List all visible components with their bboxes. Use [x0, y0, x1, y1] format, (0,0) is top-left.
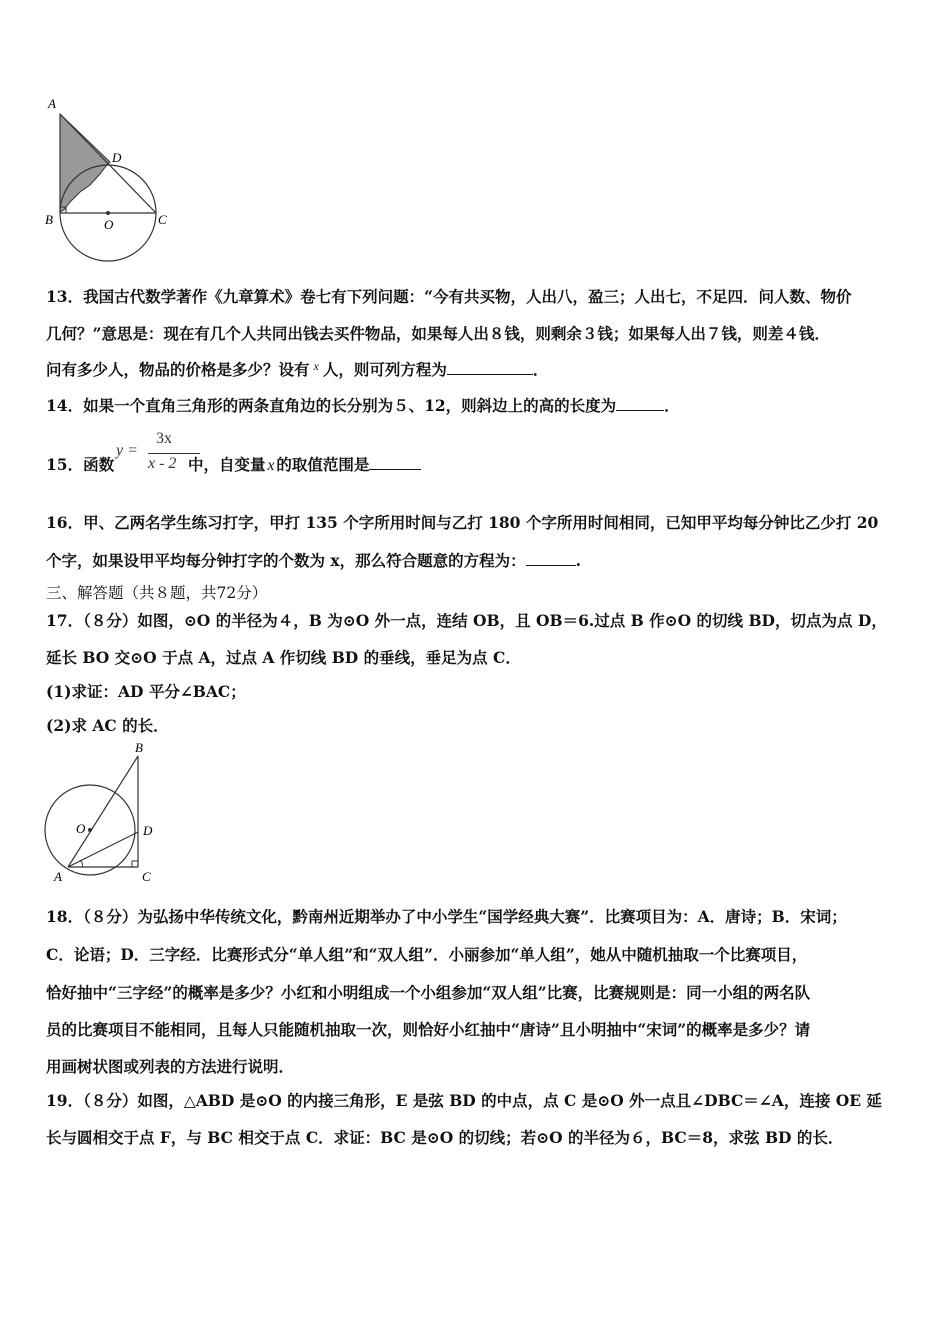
q18-line2: C．论语；D．三字经．比赛形式分“单人组”和“双人组”．小丽参加“单人组”，她从中随机抽取一个比赛项目，: [46, 945, 808, 964]
q15-answer-blank[interactable]: [369, 455, 421, 470]
q19-line1: 19．（８分）如图，△ABD 是⊙O 的内接三角形，E 是弦 BD 的中点，点 C 是⊙O 外一点且∠DBC＝∠A，连接 OE 延: [46, 1091, 882, 1110]
label-d: D: [143, 823, 153, 838]
shaded-region: [60, 114, 110, 212]
label-a: A: [48, 96, 56, 111]
q15-line-a: 15．函数: [46, 455, 115, 474]
q15-fraction-bar: [148, 453, 200, 454]
q15-lhs: y =: [116, 442, 138, 459]
center-dot: [106, 211, 110, 215]
q18-line4: 员的比赛项目不能相同，且每人只能随机抽取一次，则恰好小红抽中“唐诗”且小明抽中“宋词”的概率是多少？请: [46, 1020, 811, 1039]
section-3-heading: 三、解答题（共８题，共72分）: [46, 584, 268, 602]
label-o: O: [76, 821, 86, 836]
q15-variable: x: [267, 457, 275, 474]
q17-line1: 17．（８分）如图，⊙O 的半径为４，B 为⊙O 外一点，连结 OB，且 OB＝6.过点 B 作⊙O 的切线 BD，切点为点 D，: [46, 611, 887, 630]
q13-variable: x: [313, 359, 319, 373]
q13-answer-blank[interactable]: [447, 360, 533, 375]
figure-q17: [40, 740, 170, 888]
q16-line2: 个字，如果设甲平均每分钟打字的个数为 x，那么符合题意的方程为： .: [46, 551, 582, 570]
q17-line2: 延长 BO 交⊙O 于点 A，过点 A 作切线 BD 的垂线，垂足为点 C．: [46, 648, 521, 667]
q17-part2: (2)求 AC 的长．: [46, 716, 169, 735]
q15-numerator: 3x: [156, 430, 172, 447]
q18-line5: 用画树状图或列表的方法进行说明．: [46, 1057, 295, 1076]
q18-line3: 恰好抽中“三字经”的概率是多少？小红和小明组成一个小组参加“双人组”比赛，比赛规则是：同一小组的两名队: [46, 983, 811, 1002]
q19-line2: 长与圆相交于点 F，与 BC 相交于点 C．求证：BC 是⊙O 的切线；若⊙O 的半径为６，BC＝8，求弦 BD 的长．: [46, 1128, 844, 1147]
q15-line-b: 中，自变量 x 的取值范围是: [188, 455, 421, 476]
figure-circle-triangle-top: [40, 92, 180, 272]
q15-denominator: x - 2: [148, 455, 177, 472]
q17-part1: (1)求证：AD 平分∠BAC；: [46, 682, 246, 701]
angle-mark: [80, 860, 83, 867]
q13-line2: 几何？”意思是：现在有几个人共同出钱去买件物品，如果每人出８钱，则剩余３钱；如果每人出７钱，则差４钱．: [46, 324, 830, 343]
q13-line3: 问有多少人，物品的价格是多少？设有 $^x$ 人，则可列方程为 ．: [46, 359, 549, 379]
label-a: A: [54, 869, 62, 884]
q16-answer-blank[interactable]: [526, 551, 576, 566]
q14-answer-blank[interactable]: [616, 396, 664, 411]
label-o: O: [104, 217, 114, 232]
right-angle-mark: [132, 861, 138, 867]
q16-line1: 16．甲、乙两名学生练习打字，甲打 135 个字所用时间与乙打 180 个字所用时间相同，已知甲平均每分钟比乙少打 20: [46, 513, 879, 532]
q18-line1: 18．（８分）为弘扬中华传统文化，黔南州近期举办了中小学生“国学经典大赛”．比赛项目为：A．唐诗；B．宋词；: [46, 907, 847, 926]
label-b: B: [45, 212, 53, 227]
q13-line1: 13．我国古代数学著作《九章算术》卷七有下列问题：“今有共买物，人出八，盈三；人出七，不足四．问人数、物价: [46, 287, 852, 306]
q14-line: 14．如果一个直角三角形的两条直角边的长分别为５、12，则斜边上的高的长度为 ．: [46, 396, 680, 415]
label-b: B: [135, 740, 143, 755]
center-dot: [88, 828, 92, 832]
label-c: C: [142, 869, 151, 884]
line-ab: [68, 756, 138, 867]
label-d: D: [112, 150, 122, 165]
label-c: C: [158, 212, 167, 227]
